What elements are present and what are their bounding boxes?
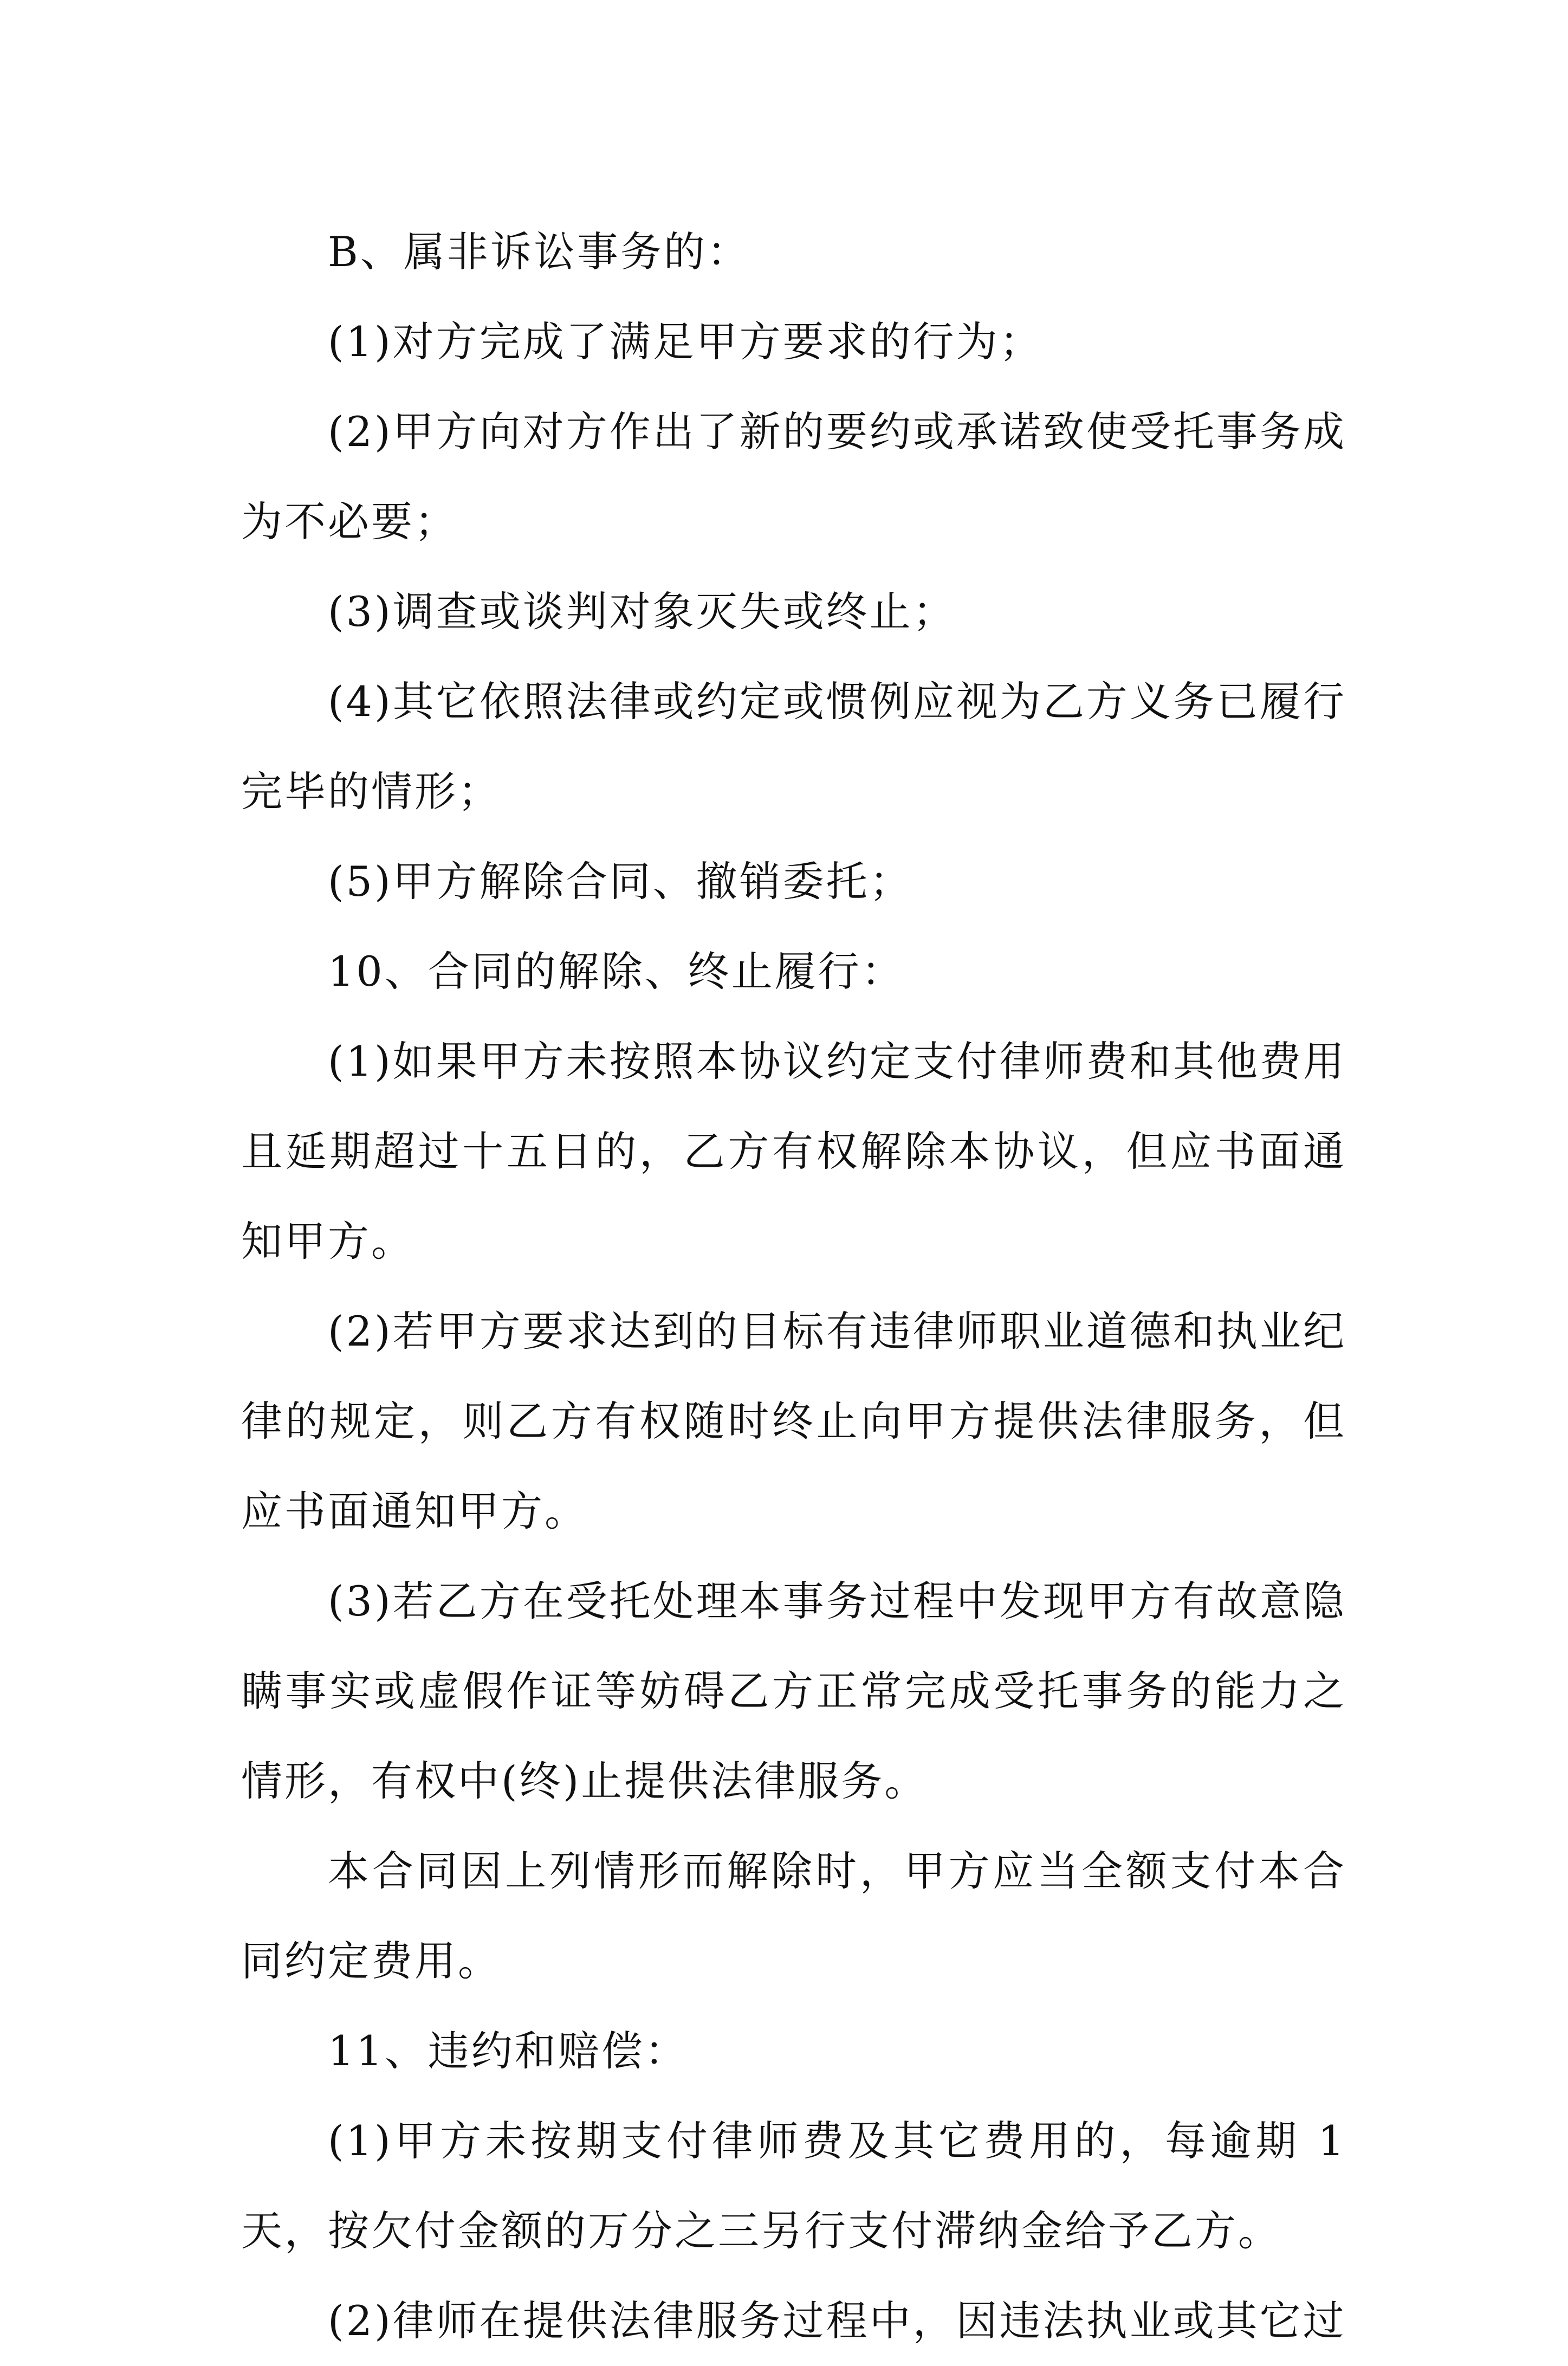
paragraph-breach-2: (2)律师在提供法律服务过程中，因违法执业或其它过 — [328, 2297, 1346, 2345]
section-heading-10: 10、合同的解除、终止履行： — [328, 947, 905, 995]
paragraph-termination-1: (1)如果甲方未按照本协议约定支付律师费和其他费用且延期超过十五日的，乙方有权解除本协议，但应书面通知甲方。 — [241, 1037, 1346, 1265]
document-body — [241, 207, 1346, 2366]
paragraph-item-5: (5)甲方解除合同、撤销委托； — [328, 857, 913, 906]
paragraph-item-2: (2)甲方向对方作出了新的要约或承诺致使受托事务成为不必要； — [241, 408, 1346, 546]
section-heading-11: 11、违约和赔偿： — [328, 2027, 688, 2075]
paragraph-breach-1: (1)甲方未按期支付律师费及其它费用的，每逾期 1 天，按欠付金额的万分之三另行支付滞纳金给予乙方。 — [241, 2117, 1346, 2255]
paragraph-item-4: (4)其它依照法律或约定或惯例应视为乙方义务已履行完毕的情形； — [241, 677, 1346, 816]
paragraph-termination-2: (2)若甲方要求达到的目标有违律师职业道德和执业纪律的规定，则乙方有权随时终止向甲方提供法律服务，但应书面通知甲方。 — [241, 1307, 1346, 1535]
paragraph-termination-payment: 本合同因上列情形而解除时，甲方应当全额支付本合同约定费用。 — [241, 1847, 1346, 1985]
paragraph-termination-3: (3)若乙方在受托处理本事务过程中发现甲方有故意隐瞒事实或虚假作证等妨碍乙方正常完成受托事务的能力之情形，有权中(终)止提供法律服务。 — [241, 1577, 1346, 1805]
paragraph-item-1: (1)对方完成了满足甲方要求的行为； — [328, 318, 1043, 366]
paragraph-non-litigation-heading: B、属非诉讼事务的： — [328, 228, 750, 276]
paragraph-item-3: (3)调查或谈判对象灭失或终止； — [328, 587, 956, 636]
